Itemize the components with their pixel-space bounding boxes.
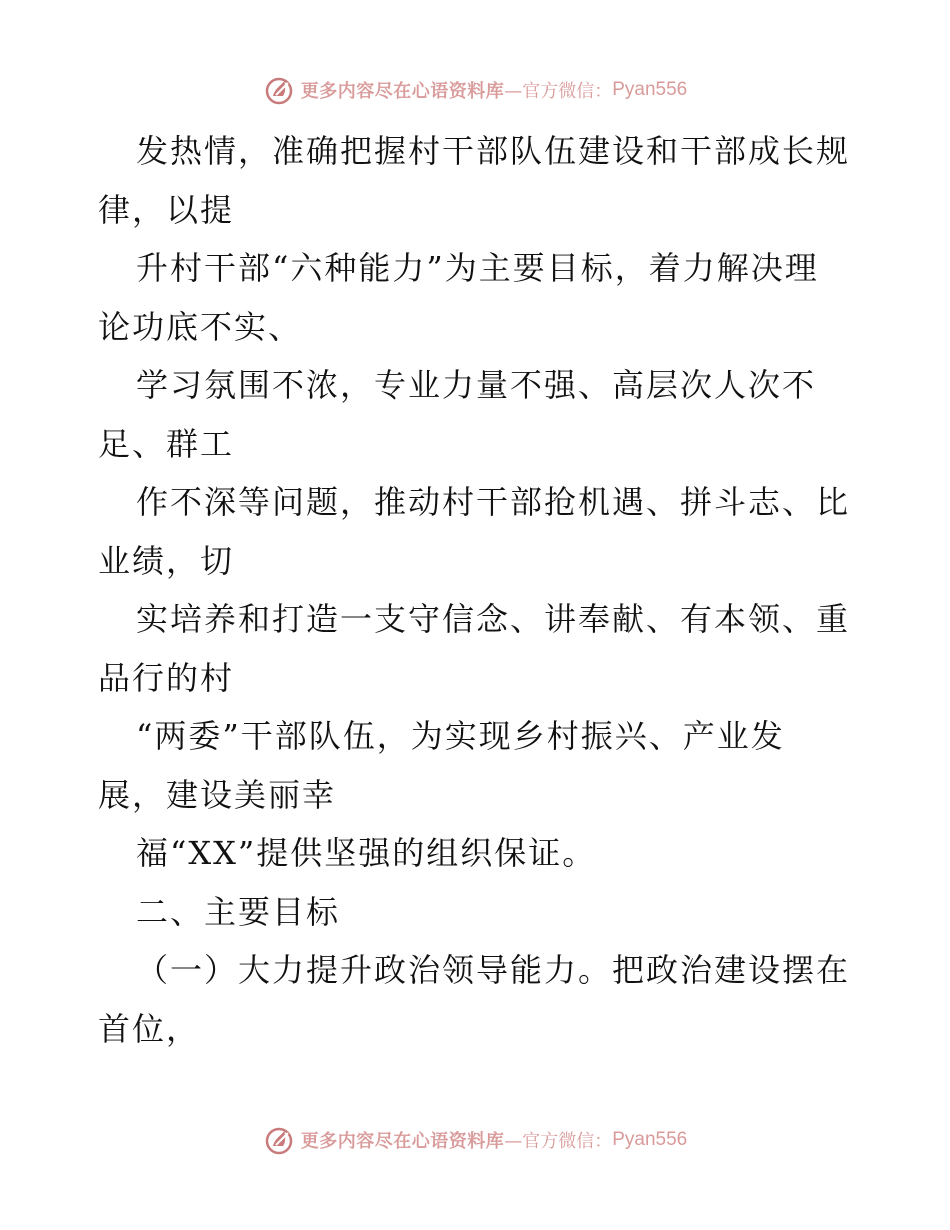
watermark-sub-text: —官方微信： — [504, 1131, 613, 1152]
watermark-sub-text: —官方微信： — [504, 81, 613, 102]
flame-seal-icon — [263, 1124, 295, 1156]
text-line: “两委”干部队伍，为实现乡村振兴、产业发 — [136, 717, 785, 755]
flame-seal-icon — [263, 74, 295, 106]
text-line: 展，建设美丽幸 — [98, 775, 337, 814]
text-line: 律，以提 — [98, 190, 235, 229]
watermark-main-text: 更多内容尽在心语资料库 — [300, 81, 505, 102]
header-watermark — [0, 70, 950, 110]
text-line: 品行的村 — [98, 658, 235, 697]
text-line: 足、群工 — [98, 424, 235, 463]
watermark-main-text: 更多内容尽在心语资料库 — [300, 1131, 505, 1152]
text-line: 学习氛围不浓，专业力量不强、高层次人次不 — [136, 366, 817, 404]
document-body — [98, 122, 858, 1058]
watermark-id-text: Pyan556 — [612, 1129, 688, 1150]
text-line: 论功底不实、 — [98, 307, 303, 346]
text-line: 升村干部“六种能力”为主要目标，着力解决理 — [136, 249, 819, 287]
text-line: （一）大力提升政治领导能力。把政治建设摆在 — [136, 951, 851, 989]
text-line: 实培养和打造一支守信念、讲奉献、有本领、重 — [136, 600, 851, 638]
footer-watermark — [0, 1120, 950, 1160]
text-line: 首位， — [98, 1009, 201, 1048]
text-line: 作不深等问题，推动村干部抢机遇、拼斗志、比 — [136, 483, 851, 521]
watermark-id-text: Pyan556 — [612, 79, 688, 100]
text-line: 福“XX”提供坚强的组织保证。 — [136, 834, 597, 872]
text-line: 业绩，切 — [98, 541, 235, 580]
text-line: 二、主要目标 — [136, 892, 341, 931]
text-line: 发热情，准确把握村干部队伍建设和干部成长规 — [136, 132, 851, 170]
